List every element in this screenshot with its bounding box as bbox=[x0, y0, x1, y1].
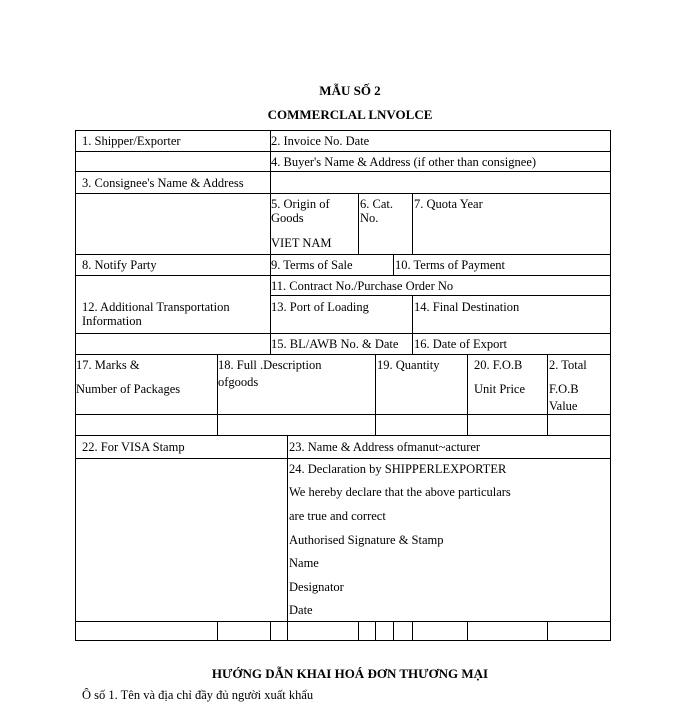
instructions-line: Ô số 1. Tên và địa chỉ đầy đủ người xuất khẩu bbox=[82, 688, 314, 702]
manufacturer-label: 23. Name & Address ofmanut~acturer bbox=[289, 440, 481, 454]
form-title: COMMERCLAL LNVOLCE bbox=[267, 107, 433, 122]
date-export-label: 16. Date of Export bbox=[414, 337, 508, 351]
declaration-name: Name bbox=[289, 556, 319, 570]
total-label: 2. Total bbox=[549, 358, 587, 372]
description-label: 18. Full .Description bbox=[218, 358, 322, 372]
origin-value: VIET NAM bbox=[271, 236, 332, 250]
instructions-title: HƯỚNG DẪN KHAI HOÁ ĐƠN THƯƠNG MẠI bbox=[211, 666, 489, 681]
visa-label: 22. For VISA Stamp bbox=[82, 440, 185, 454]
marks-label-2: Number of Packages bbox=[76, 382, 181, 396]
declaration-label: 24. Declaration by SHIPPERLEXPORTER bbox=[289, 462, 507, 476]
declaration-designator: Designator bbox=[289, 580, 344, 594]
total-label-2: F.O.B bbox=[549, 382, 579, 396]
consignee-label: 3. Consignee's Name & Address bbox=[82, 176, 244, 190]
description-label-2: ofgoods bbox=[218, 375, 259, 389]
terms-payment-label: 10. Terms of Payment bbox=[395, 258, 505, 272]
fob-unit-label: 20. F.O.B bbox=[474, 358, 523, 372]
invoice-label: 2. Invoice No. Date bbox=[271, 134, 370, 148]
declaration-date: Date bbox=[289, 603, 313, 617]
port-label: 13. Port of Loading bbox=[271, 300, 369, 314]
final-destination-label: 14. Final Destination bbox=[414, 300, 520, 314]
declaration-line-2: are true and correct bbox=[289, 509, 386, 523]
notify-label: 8. Notify Party bbox=[82, 258, 157, 272]
origin-label: 5. Origin of Goods bbox=[271, 197, 330, 225]
declaration-line-1: We hereby declare that the above particulars bbox=[289, 485, 511, 499]
shipper-label: 1. Shipper/Exporter bbox=[82, 134, 181, 148]
marks-label: 17. Marks & bbox=[76, 358, 140, 372]
form-number: MẪU SỐ 2 bbox=[319, 83, 381, 98]
quota-label: 7. Quota Year bbox=[414, 197, 483, 211]
fob-unit-label-2: Unit Price bbox=[474, 382, 526, 396]
contract-label: 11. Contract No./Purchase Order No bbox=[271, 279, 454, 293]
additional-label: 12. Additional Transportation Information bbox=[82, 300, 230, 328]
bl-label: 15. BL/AWB No. & Date bbox=[271, 337, 399, 351]
quantity-label: 19. Quantity bbox=[377, 358, 440, 372]
terms-sale-label: 9. Terms of Sale bbox=[271, 258, 353, 272]
buyer-label: 4. Buyer's Name & Address (if other than consignee) bbox=[271, 155, 537, 169]
total-label-3: Value bbox=[549, 399, 578, 413]
declaration-line-3: Authorised Signature & Stamp bbox=[289, 533, 444, 547]
cat-label: 6. Cat. No. bbox=[360, 197, 393, 225]
